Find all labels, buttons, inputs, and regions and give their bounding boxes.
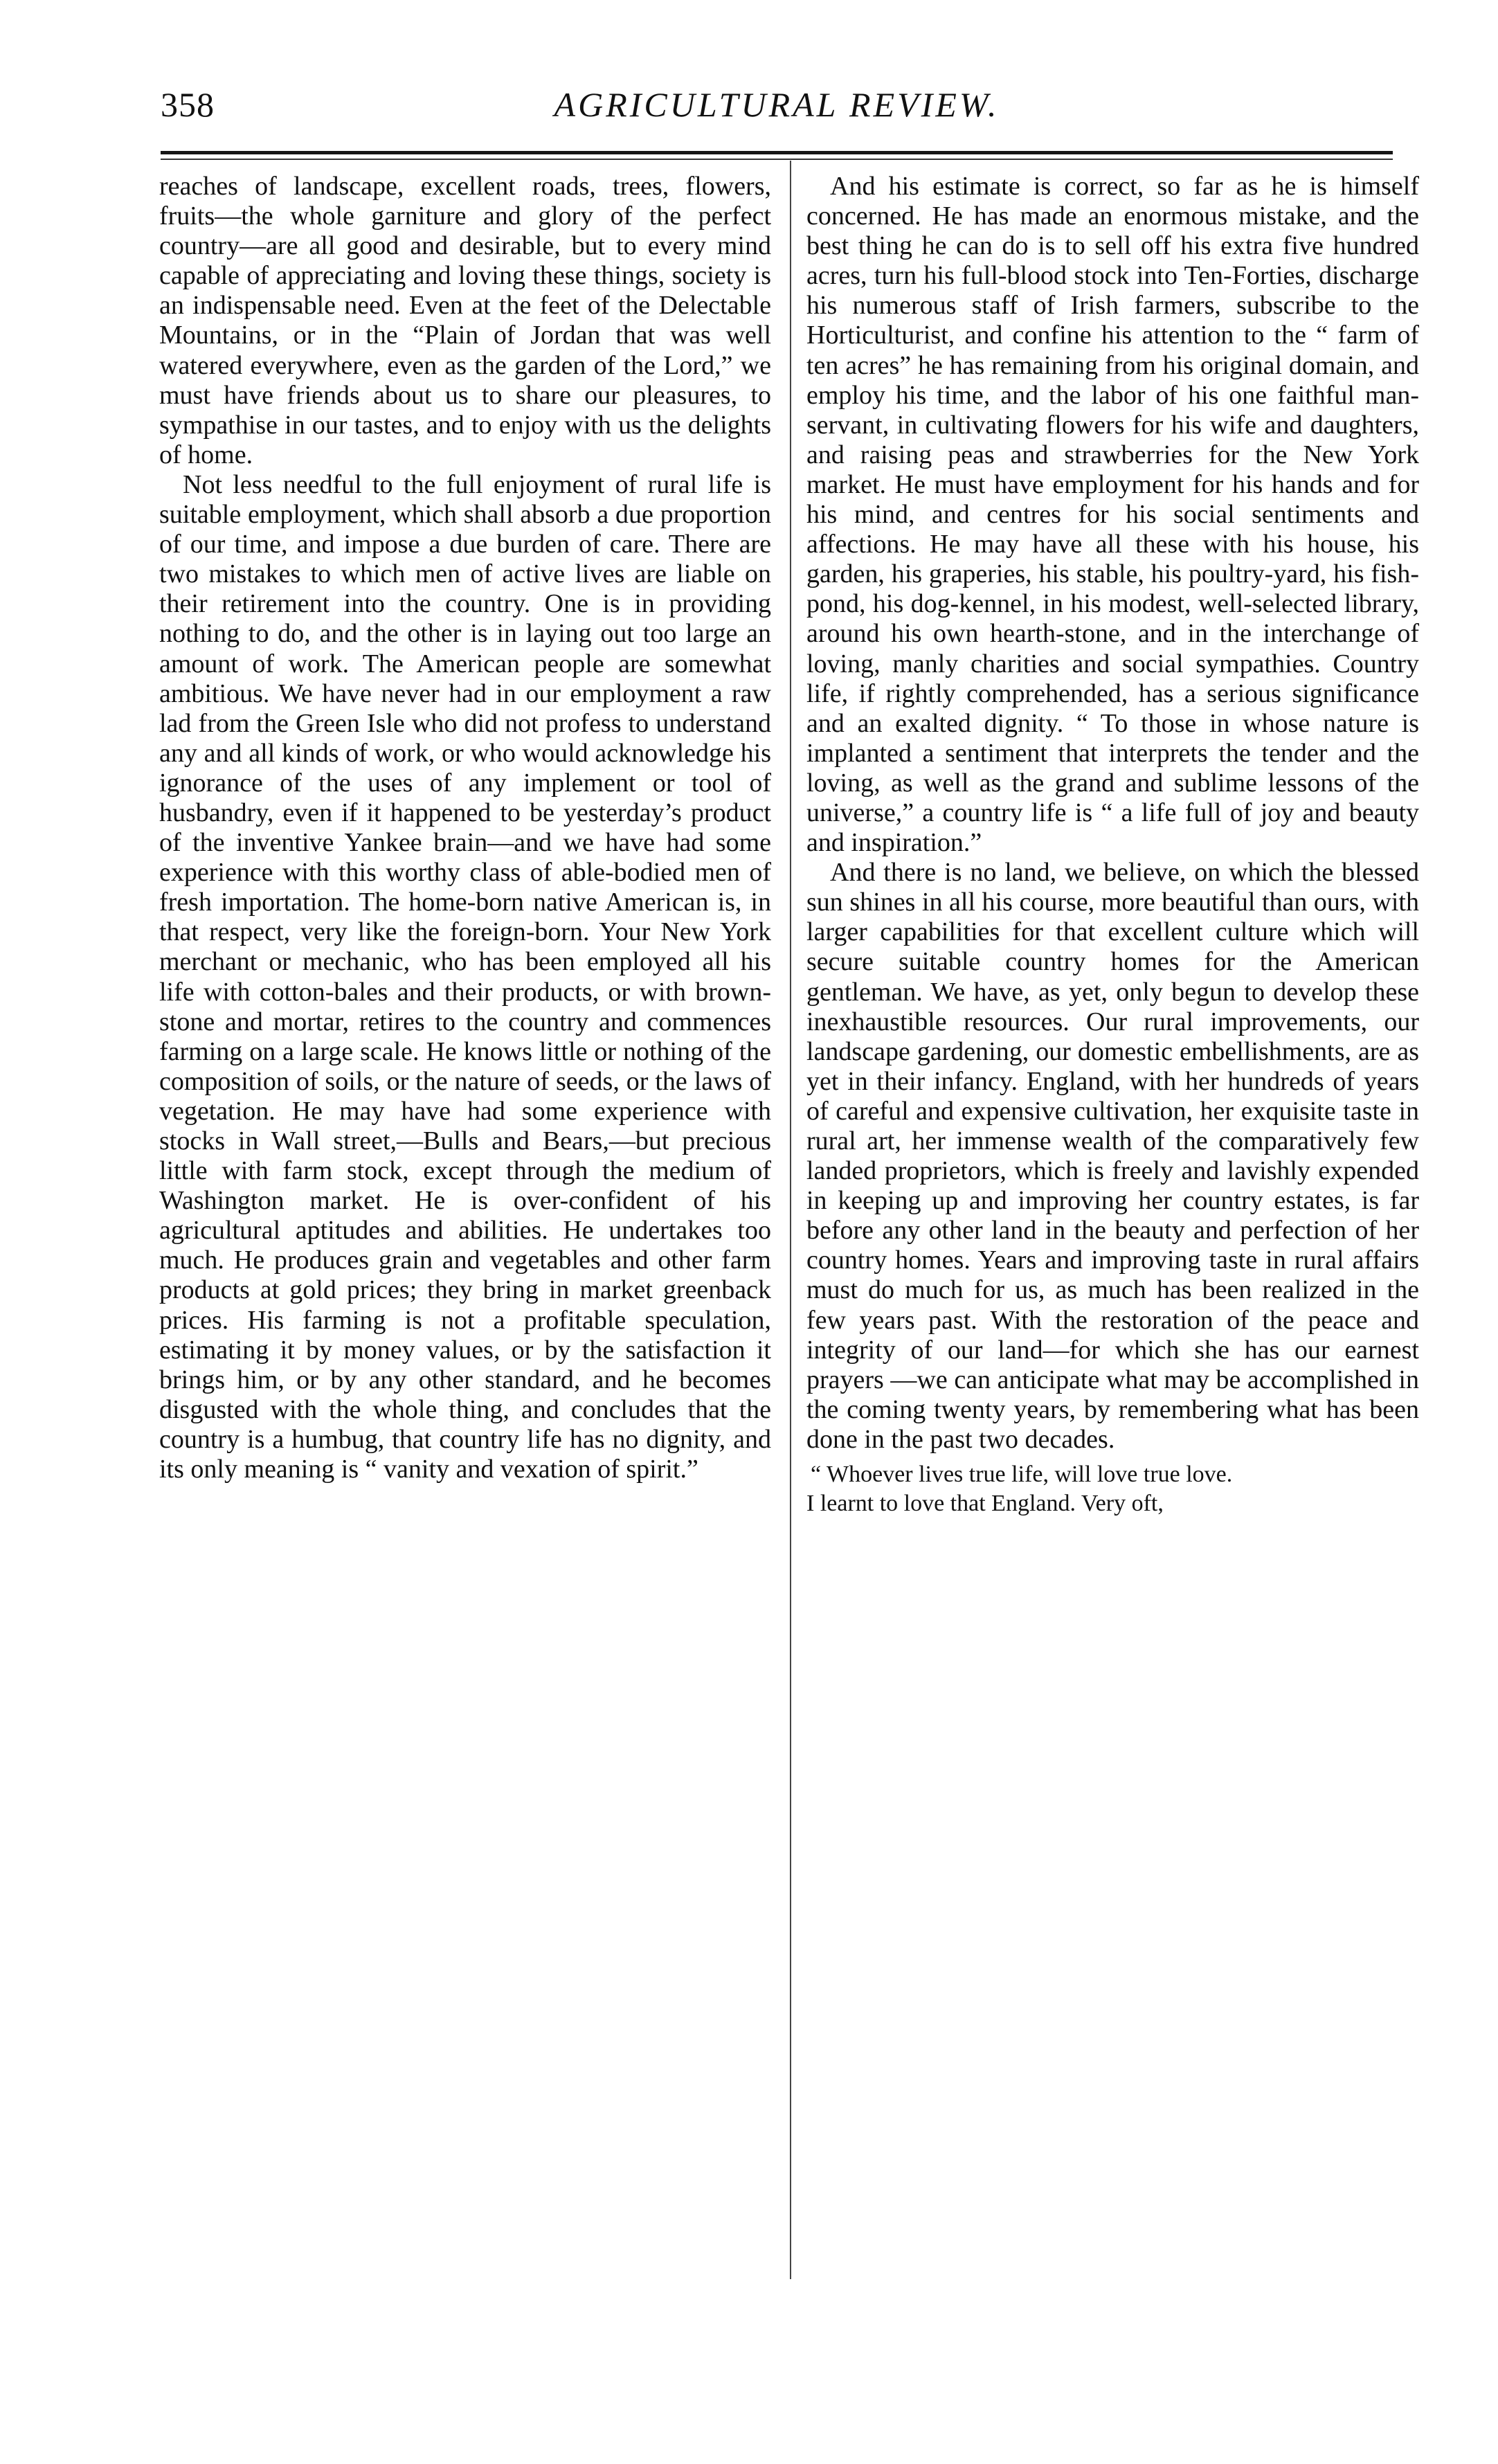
header-rule-thick	[161, 151, 1393, 154]
paragraph: And there is no land, we believe, on which the blessed sun shines in all his course, more beautiful than ours, with larger capabilities for that excellent culture which will secure suitable country homes for the American gentleman. We have, as yet, only begun to develop these inexhaustible resources. Our rural improvements, our landscape gardening, our domestic embellishments, are as yet in their infancy. England, with her hundreds of years of careful and expensive cultivation, her exquisite taste in rural art, her immense wealth of the comparatively few landed proprietors, which is freely and lavishly expended in keeping up and improving her country estates, is far before any other land in the beauty and perfection of her country homes. Years and improving taste in rural affairs must do much for us, as much has been realized in the few years past. With the restoration of the peace and integrity of our land—for which she has our earnest prayers —we can anticipate what may be accomplished in the coming twenty years, by remembering what has been done in the past two decades.	[806, 858, 1419, 1454]
right-column	[806, 172, 1419, 1518]
column-divider	[790, 161, 791, 2279]
page-header	[161, 84, 1393, 140]
poem-line: I learnt to love that England. Very oft,	[806, 1491, 1164, 1517]
poem-quote	[806, 1460, 1419, 1518]
paragraph: reaches of landscape, excellent roads, trees, flowers, fruits—the whole garniture and glory of the perfect country—are all good and desirable, but to every mind capable of appreciating and loving these things, society is an indispensable need. Even at the feet of the Delectable Mountains, or in the “Plain of Jordan that was well watered everywhere, even as the garden of the Lord,” we must have friends about us to share our pleasures, to sympathise in our tastes, and to enjoy with us the delights of home.	[159, 172, 771, 469]
poem-line: “ Whoever lives true life, will love true love.	[811, 1462, 1233, 1488]
header-rule-thin	[161, 159, 1393, 160]
paragraph: And his estimate is correct, so far as he is himself concerned. He has made an enormous mistake, and the best thing he can do is to sell off his extra five hundred acres, turn his full-blood stock into Ten-Forties, discharge his numerous staff of Irish farmers, subscribe to the Horticulturist, and confine his attention to the “ farm of ten acres” he has remaining from his original domain, and employ his time, and the labor of his one faithful man-servant, in cultivating flowers for his wife and daughters, and raising peas and strawberries for the New York market. He must have employment for his hands and for his mind, and centres for his social sentiments and affections. He may have all these with his house, his garden, his graperies, his stable, his poultry-yard, his fish-pond, his dog-kennel, in his modest, well-selected library, around his own hearth-stone, and in the interchange of loving, manly charities and social sympathies. Country life, if rightly comprehended, has a serious significance and an exalted dignity. “ To those in whose nature is implanted a sentiment that interprets the tender and the loving, as well as the grand and sublime lessons of the universe,” a country life is “ a life full of joy and beauty and inspiration.”	[806, 172, 1419, 858]
left-column	[159, 172, 771, 1484]
running-title: AGRICULTURAL REVIEW.	[554, 85, 1000, 124]
paragraph: Not less needful to the full enjoyment of rural life is suitable employment, which shall absorb a due proportion of our time, and impose a due burden of care. There are two mistakes to which men of active lives are liable on their retirement into the country. One is in providing nothing to do, and the other is in laying out too large an amount of work. The American people are somewhat ambitious. We have never had in our employment a raw lad from the Green Isle who did not profess to understand any and all kinds of work, or who would acknowledge his ignorance of the uses of any implement or tool of husbandry, even if it happened to be yesterday’s product of the inventive Yankee brain—and we have had some experience with this worthy class of able-bodied men of fresh importation. The home-born native American is, in that respect, very like the foreign-born. Your New York merchant or mechanic, who has been employed all his life with cotton-bales and their products, or with brown-stone and mortar, retires to the country and commences farming on a large scale. He knows little or nothing of the composition of soils, or the nature of seeds, or the laws of vegetation. He may have had some experience with stocks in Wall street,—Bulls and Bears,—but precious little with farm stock, except through the medium of Washington market. He is over-confident of his agricultural aptitudes and abilities. He undertakes too much. He produces grain and vegetables and other farm products at gold prices; they bring in market greenback prices. His farming is not a profitable speculation, estimating it by money values, or by the satisfaction it brings him, or by any other standard, and he becomes disgusted with the whole thing, and concludes that the country is a humbug, that country life has no dignity, and its only meaning is “ vanity and vexation of spirit.”	[159, 469, 771, 1484]
page-number: 358	[161, 85, 215, 124]
